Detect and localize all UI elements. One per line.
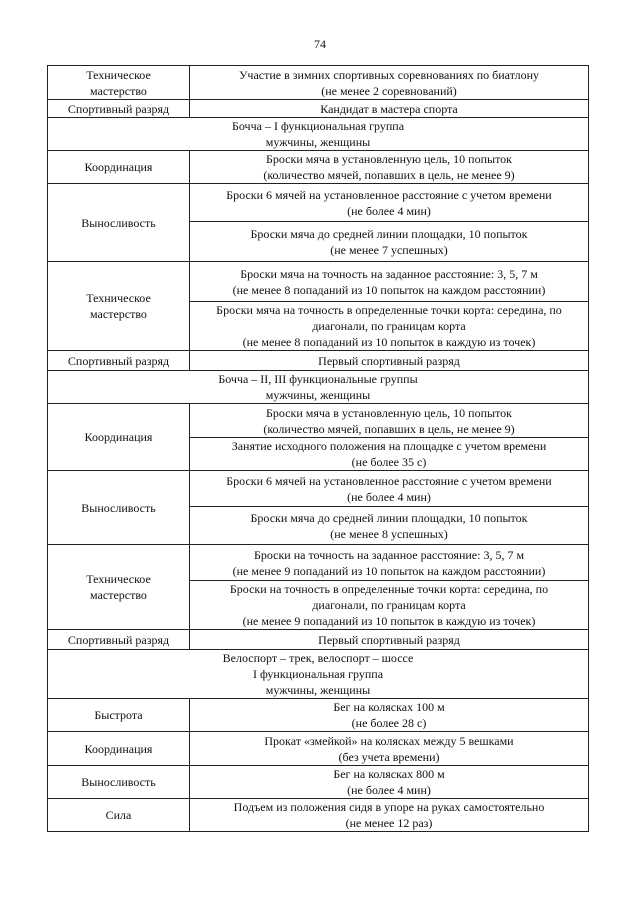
text-line: Броски на точность в определенные точки корта: середина, по: [229, 582, 549, 596]
table-row: [48, 545, 589, 581]
text-line: Броски мяча до средней линии площадки, 10 попыток: [250, 226, 528, 241]
text-line: (не менее 7 успешных): [330, 242, 448, 257]
text-line: (не менее 9 попаданий из 10 попыток в каждую из точек): [242, 614, 536, 628]
text-line: (не более 35 с): [351, 455, 427, 469]
text-line: мастерство: [90, 83, 147, 98]
table-row: [48, 732, 589, 766]
test-description: [190, 732, 589, 766]
text-line: Кандидат в мастера спорта: [320, 101, 458, 116]
quality-label: [48, 100, 190, 118]
table-row: [48, 699, 589, 732]
table-row: [48, 66, 589, 100]
section-header: [48, 118, 589, 151]
text-line: (не более 4 мин): [347, 203, 431, 218]
text-line: мастерство: [90, 307, 147, 321]
text-line: Выносливость: [81, 500, 156, 515]
section-header: [48, 650, 589, 699]
quality-label: [48, 404, 190, 471]
quality-label: [48, 630, 190, 650]
text-line: (без учета времени): [338, 749, 440, 764]
text-line: Координация: [84, 741, 153, 756]
text-line: Броски на точность на заданное расстояние: 3, 5, 7 м: [253, 547, 525, 562]
quality-label: [48, 545, 190, 630]
text-line: диагонали, по границам корта: [312, 598, 466, 612]
standards-table-body: [48, 66, 589, 832]
table-row: [48, 151, 589, 184]
text-line: Координация: [84, 160, 153, 174]
text-line: Броски мяча в установленную цель, 10 попыток: [265, 405, 513, 420]
text-line: (количество мячей, попавших в цель, не менее 9): [263, 168, 515, 182]
section-header-row: [48, 118, 589, 151]
test-description: [190, 184, 589, 222]
test-description: [190, 262, 589, 302]
text-line: Занятие исходного положения на площадке с учетом времени: [231, 439, 547, 453]
quality-label: [48, 766, 190, 799]
text-line: Броски мяча на точность на заданное расстояние: 3, 5, 7 м: [240, 266, 538, 281]
table-row: [48, 351, 589, 371]
text-line: Быстрота: [94, 708, 143, 722]
text-line: I функциональная группа: [252, 667, 384, 681]
text-line: Бег на колясках 800 м: [333, 767, 445, 781]
quality-label: [48, 184, 190, 262]
quality-label: [48, 151, 190, 184]
text-line: Прокат «змейкой» на колясках между 5 вешками: [264, 733, 514, 748]
text-line: Выносливость: [81, 215, 156, 230]
text-line: Броски мяча на точность в определенные точки корта: середина, по: [216, 303, 562, 317]
text-line: Техническое: [86, 291, 151, 305]
text-line: Броски 6 мячей на установленное расстояние с учетом времени: [226, 187, 552, 202]
test-description: [190, 799, 589, 832]
text-line: мужчины, женщины: [265, 135, 371, 149]
test-description: [190, 471, 589, 507]
table-row: [48, 184, 589, 222]
test-description: [190, 581, 589, 630]
test-description: [190, 699, 589, 732]
text-line: Техническое: [86, 572, 151, 586]
table-row: [48, 799, 589, 832]
table-row: [48, 630, 589, 650]
text-line: Бочча – I функциональная группа: [231, 119, 405, 133]
test-description: [190, 404, 589, 438]
quality-label: [48, 351, 190, 371]
standard-value: [190, 351, 589, 371]
test-description: [190, 545, 589, 581]
quality-label: [48, 732, 190, 766]
table-row: [48, 100, 589, 118]
section-header-row: [48, 371, 589, 404]
text-line: Броски 6 мячей на установленное расстояние с учетом времени: [226, 473, 552, 488]
text-line: (не менее 8 успешных): [330, 526, 448, 541]
test-description: [190, 766, 589, 799]
text-line: Участие в зимних спортивных соревнованиях по биатлону: [238, 67, 540, 82]
text-line: (количество мячей, попавших в цель, не менее 9): [263, 421, 515, 436]
test-description: [190, 438, 589, 471]
standard-value: [190, 630, 589, 650]
text-line: Подъем из положения сидя в упоре на руках самостоятельно: [233, 800, 545, 814]
text-line: мастерство: [90, 588, 147, 602]
standards-table: [47, 65, 589, 832]
text-line: Спортивный разряд: [67, 632, 170, 647]
test-description: [190, 222, 589, 262]
text-line: Броски мяча до средней линии площадки, 10 попыток: [250, 510, 528, 525]
table-row: [48, 766, 589, 799]
test-description: [190, 66, 589, 100]
text-line: Велоспорт – трек, велоспорт – шоссе: [222, 651, 414, 665]
text-line: Спортивный разряд: [67, 353, 170, 368]
text-line: мужчины, женщины: [265, 388, 371, 402]
text-line: (не более 4 мин): [347, 783, 431, 797]
quality-label: [48, 699, 190, 732]
text-line: (не менее 8 попаданий из 10 попыток на каждом расстоянии): [232, 282, 546, 297]
text-line: (не менее 12 раз): [345, 816, 433, 830]
text-line: (не менее 9 попаданий из 10 попыток на каждом расстоянии): [232, 563, 546, 578]
quality-label: [48, 262, 190, 351]
text-line: Первый спортивный разряд: [318, 632, 460, 647]
table-row: [48, 404, 589, 438]
section-header: [48, 371, 589, 404]
text-line: Техническое: [86, 67, 151, 82]
text-line: Бочча – II, III функциональные группы: [218, 372, 418, 386]
text-line: Спортивный разряд: [67, 101, 170, 116]
table-row: [48, 262, 589, 302]
quality-label: [48, 799, 190, 832]
test-description: [190, 302, 589, 351]
standard-value: [190, 100, 589, 118]
text-line: диагонали, по границам корта: [312, 319, 466, 333]
text-line: (не менее 2 соревнований): [321, 83, 457, 98]
text-line: (не менее 8 попаданий из 10 попыток в каждую из точек): [242, 335, 536, 349]
text-line: (не более 28 с): [351, 716, 427, 730]
table-row: [48, 471, 589, 507]
quality-label: [48, 471, 190, 545]
text-line: Выносливость: [81, 775, 156, 789]
text-line: Бег на колясках 100 м: [333, 700, 445, 714]
text-line: Первый спортивный разряд: [318, 353, 460, 368]
section-header-row: [48, 650, 589, 699]
test-description: [190, 151, 589, 184]
text-line: Сила: [105, 808, 132, 822]
text-line: (не более 4 мин): [347, 489, 431, 504]
test-description: [190, 507, 589, 545]
text-line: Координация: [84, 430, 153, 444]
page-number: 74: [314, 37, 326, 51]
text-line: мужчины, женщины: [265, 683, 371, 697]
text-line: Броски мяча в установленную цель, 10 попыток: [265, 152, 513, 166]
quality-label: [48, 66, 190, 100]
